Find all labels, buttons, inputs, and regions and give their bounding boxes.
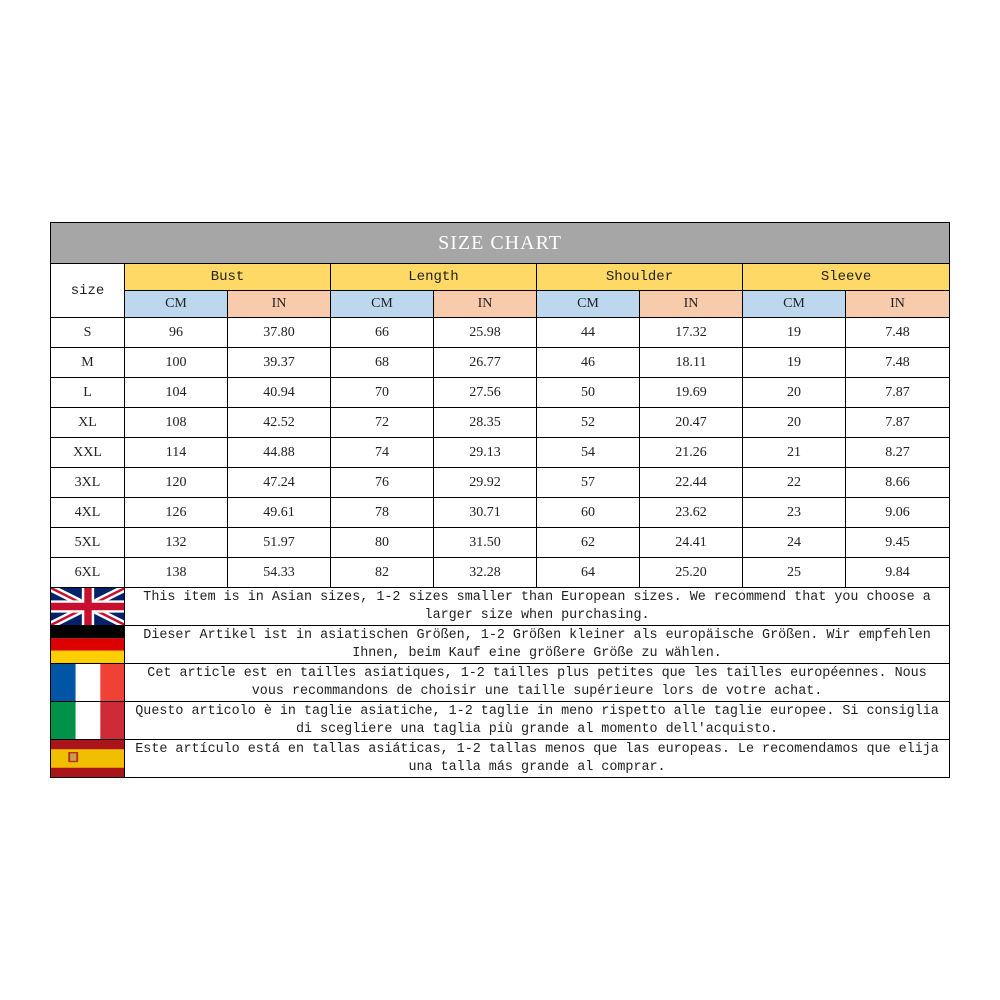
size-cell: 3XL [51,468,125,498]
table-row [51,408,950,438]
shoulder-cm-cell: 44 [537,318,640,348]
sleeve-cm-cell: 20 [743,378,846,408]
length-in-cell: 29.92 [434,468,537,498]
length-in-cell: 30.71 [434,498,537,528]
length-cm-cell: 68 [331,348,434,378]
shoulder-in-cell: 21.26 [640,438,743,468]
size-cell: S [51,318,125,348]
note-english: This item is in Asian sizes, 1-2 sizes smaller than European sizes. We recommend that you choose a larger size when purchasing. [125,588,950,626]
table-row [51,528,950,558]
bust-in-cell: 51.97 [228,528,331,558]
title-row [51,223,950,264]
shoulder-in-cell: 22.44 [640,468,743,498]
length-in-cell: 26.77 [434,348,537,378]
bust-in-cell: 40.94 [228,378,331,408]
length-cm-cell: 78 [331,498,434,528]
sleeve-in-cell: 9.45 [846,528,950,558]
sleeve-cm-header: CM [743,291,846,318]
shoulder-in-cell: 20.47 [640,408,743,438]
bust-in-cell: 44.88 [228,438,331,468]
shoulder-in-cell: 25.20 [640,558,743,588]
uk-flag-icon [51,588,125,625]
bust-cm-cell: 132 [125,528,228,558]
sleeve-cm-cell: 23 [743,498,846,528]
sleeve-in-cell: 7.87 [846,378,950,408]
shoulder-in-cell: 18.11 [640,348,743,378]
size-cell: M [51,348,125,378]
bust-cm-cell: 108 [125,408,228,438]
note-french: Cet article est en tailles asiatiques, 1-2 tailles plus petites que les tailles européennes. Nous vous recommandons de choisir une taille supérieure lors de votre achat. [125,664,950,702]
sleeve-in-cell: 7.87 [846,408,950,438]
note-row-english [51,588,950,626]
length-cm-cell: 70 [331,378,434,408]
note-german: Dieser Artikel ist in asiatischen Größen, 1-2 Größen kleiner als europäische Größen. Wir empfehlen Ihnen, beim Kauf eine größere Größe zu wählen. [125,626,950,664]
size-column-header: size [51,264,125,318]
bust-in-cell: 39.37 [228,348,331,378]
chart-title: SIZE CHART [51,223,950,264]
bust-header: Bust [125,264,331,291]
note-spanish: Este artículo está en tallas asiáticas, 1-2 tallas menos que las europeas. Le recomendamos que elija una talla más grande al comprar. [125,740,950,778]
shoulder-in-cell: 17.32 [640,318,743,348]
shoulder-cm-header: CM [537,291,640,318]
size-cell: L [51,378,125,408]
sleeve-cm-cell: 21 [743,438,846,468]
sleeve-in-cell: 7.48 [846,348,950,378]
length-in-cell: 28.35 [434,408,537,438]
bust-cm-cell: 126 [125,498,228,528]
bust-cm-cell: 120 [125,468,228,498]
sleeve-in-cell: 9.84 [846,558,950,588]
shoulder-cm-cell: 52 [537,408,640,438]
length-in-header: IN [434,291,537,318]
bust-in-cell: 37.80 [228,318,331,348]
shoulder-in-cell: 23.62 [640,498,743,528]
length-cm-cell: 80 [331,528,434,558]
table-row [51,348,950,378]
size-chart-table [50,222,950,778]
size-cell: XXL [51,438,125,468]
length-cm-cell: 82 [331,558,434,588]
bust-in-cell: 47.24 [228,468,331,498]
shoulder-cm-cell: 54 [537,438,640,468]
length-cm-cell: 66 [331,318,434,348]
note-italian: Questo articolo è in taglie asiatiche, 1-2 taglie in meno rispetto alle taglie europee. Si consiglia di scegliere una taglia più grande al momento dell'acquisto. [125,702,950,740]
note-row-italian [51,702,950,740]
shoulder-cm-cell: 46 [537,348,640,378]
size-cell: XL [51,408,125,438]
table-row [51,318,950,348]
note-row-french [51,664,950,702]
bust-cm-cell: 100 [125,348,228,378]
bust-in-cell: 54.33 [228,558,331,588]
table-row [51,558,950,588]
shoulder-in-header: IN [640,291,743,318]
flag-cell [51,626,125,664]
bust-cm-cell: 114 [125,438,228,468]
shoulder-cm-cell: 57 [537,468,640,498]
flag-cell [51,740,125,778]
length-in-cell: 32.28 [434,558,537,588]
table-row [51,378,950,408]
shoulder-cm-cell: 60 [537,498,640,528]
shoulder-in-cell: 19.69 [640,378,743,408]
sleeve-cm-cell: 19 [743,348,846,378]
size-cell: 4XL [51,498,125,528]
length-in-cell: 25.98 [434,318,537,348]
size-cell: 5XL [51,528,125,558]
length-cm-header: CM [331,291,434,318]
bust-cm-cell: 96 [125,318,228,348]
table-row [51,468,950,498]
length-in-cell: 31.50 [434,528,537,558]
sleeve-in-cell: 8.27 [846,438,950,468]
flag-cell [51,664,125,702]
measure-header-row [51,264,950,291]
size-cell: 6XL [51,558,125,588]
length-in-cell: 27.56 [434,378,537,408]
flag-cell [51,588,125,626]
note-row-spanish [51,740,950,778]
shoulder-cm-cell: 64 [537,558,640,588]
length-cm-cell: 76 [331,468,434,498]
sleeve-cm-cell: 22 [743,468,846,498]
italy-flag-icon [51,702,125,739]
sleeve-in-header: IN [846,291,950,318]
shoulder-cm-cell: 50 [537,378,640,408]
sleeve-cm-cell: 19 [743,318,846,348]
flag-cell [51,702,125,740]
sleeve-cm-cell: 25 [743,558,846,588]
bust-in-cell: 42.52 [228,408,331,438]
bust-cm-header: CM [125,291,228,318]
spain-flag-icon [51,740,125,777]
table-row [51,498,950,528]
unit-header-row [51,291,950,318]
length-cm-cell: 72 [331,408,434,438]
length-header: Length [331,264,537,291]
shoulder-header: Shoulder [537,264,743,291]
length-in-cell: 29.13 [434,438,537,468]
length-cm-cell: 74 [331,438,434,468]
shoulder-cm-cell: 62 [537,528,640,558]
note-row-german [51,626,950,664]
bust-in-cell: 49.61 [228,498,331,528]
bust-cm-cell: 138 [125,558,228,588]
sleeve-cm-cell: 20 [743,408,846,438]
sleeve-in-cell: 7.48 [846,318,950,348]
shoulder-in-cell: 24.41 [640,528,743,558]
table-row [51,438,950,468]
sleeve-header: Sleeve [743,264,950,291]
bust-cm-cell: 104 [125,378,228,408]
sleeve-in-cell: 8.66 [846,468,950,498]
bust-in-header: IN [228,291,331,318]
sleeve-cm-cell: 24 [743,528,846,558]
sleeve-in-cell: 9.06 [846,498,950,528]
germany-flag-icon [51,626,125,663]
france-flag-icon [51,664,125,701]
